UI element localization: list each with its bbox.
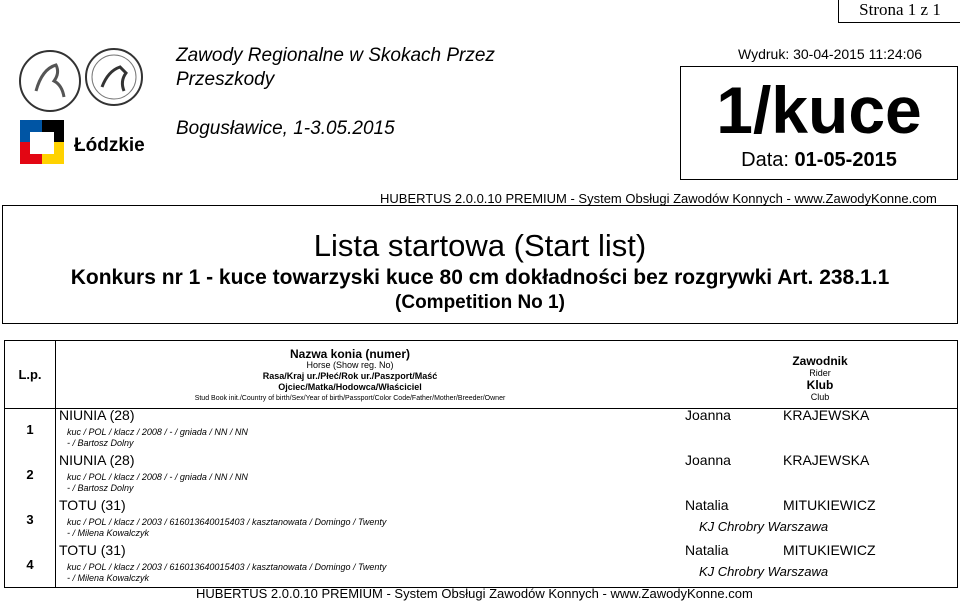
table-row	[5, 542, 957, 587]
row-number: 2	[5, 452, 56, 497]
rider-club: KJ Chrobry Warszawa	[699, 519, 829, 534]
date-value: 01-05-2015	[794, 149, 897, 171]
row-number: 3	[5, 497, 56, 542]
region-logo	[16, 118, 156, 170]
horse-details: kuc / POL / klacz / 2008 / - / gniada / NN / NN	[67, 472, 248, 482]
system-line-top: HUBERTUS 2.0.0.10 PREMIUM - System Obsługi Zawodów Konnych - www.ZawodyKonne.com	[380, 191, 937, 206]
table-row	[5, 497, 957, 542]
table-row	[5, 452, 957, 497]
horse-owner: - / Milena Kowalczyk	[67, 573, 150, 583]
svg-text:Łódzkie: Łódzkie	[74, 135, 145, 156]
title-box	[2, 205, 958, 324]
header-rider	[695, 355, 945, 403]
horse-owner: - / Bartosz Dolny	[67, 438, 134, 448]
event-place-date: Bogusławice, 1-3.05.2015	[176, 118, 395, 139]
header-rider-title: Zawodnik	[792, 354, 848, 368]
list-title: Lista startowa (Start list)	[313, 228, 647, 263]
rider-club: KJ Chrobry Warszawa	[699, 564, 829, 579]
header-horse-title: Nazwa konia (numer)	[289, 347, 411, 361]
header-club-en: Club	[810, 392, 830, 402]
page-number: Strona 1 z 1	[838, 0, 960, 23]
horse-details: kuc / POL / klacz / 2003 / 616013640015403 / kasztanowata / Domingo / Twenty	[67, 517, 387, 527]
rider-first-name: Joanna	[685, 407, 731, 423]
header-rider-en: Rider	[809, 368, 831, 378]
rider-last-name: KRAJEWSKA	[783, 452, 870, 468]
event-logo	[16, 47, 156, 115]
printed-timestamp: Wydruk: 30-04-2015 11:24:06	[738, 46, 923, 62]
table-row	[5, 407, 957, 452]
header-horse-en: Horse (Show reg. No)	[306, 360, 394, 370]
competition-number: (Competition No 1)	[395, 292, 565, 313]
row-number: 1	[5, 407, 56, 452]
horse-name: TOTU (31)	[59, 497, 126, 513]
class-name: 1/kuce	[716, 73, 922, 147]
row-number: 4	[5, 542, 56, 587]
rider-last-name: KRAJEWSKA	[783, 407, 870, 423]
header-club-title: Klub	[806, 378, 834, 392]
header-horse	[55, 349, 645, 404]
rider-first-name: Natalia	[685, 542, 729, 558]
rider-last-name: MITUKIEWICZ	[783, 542, 876, 558]
horse-owner: - / Bartosz Dolny	[67, 483, 134, 493]
competition-title: Konkurs nr 1 - kuce towarzyski kuce 80 cm dokładności bez rozgrywki Art. 238.1.1	[70, 266, 890, 289]
horse-name: TOTU (31)	[59, 542, 126, 558]
header-horse-line4: Stud Book init./Country of birth/Sex/Year of birth/Passport/Color Code/Father/Mother/Breeder/Owner	[194, 395, 506, 402]
horse-owner: - / Milena Kowalczyk	[67, 528, 150, 538]
system-line-bottom: HUBERTUS 2.0.0.10 PREMIUM - System Obsługi Zawodów Konnych - www.ZawodyKonne.com	[196, 586, 753, 601]
class-box	[680, 66, 958, 180]
horse-details: kuc / POL / klacz / 2008 / - / gniada / NN / NN	[67, 427, 248, 437]
event-title: Zawody Regionalne w Skokach Przez Przeszkody	[176, 45, 495, 90]
header-lp: L.p.	[5, 341, 56, 408]
table-header	[4, 340, 958, 409]
class-date	[681, 149, 957, 172]
start-list-rows	[4, 407, 958, 588]
header-horse-line3: Ojciec/Matka/Hodowca/Właściciel	[278, 382, 422, 392]
header-horse-line2: Rasa/Kraj ur./Płeć/Rok ur./Paszport/Maść	[262, 371, 438, 381]
rider-first-name: Natalia	[685, 497, 729, 513]
date-label: Data:	[741, 149, 789, 171]
horse-name: NIUNIA (28)	[59, 407, 135, 423]
horse-details: kuc / POL / klacz / 2003 / 616013640015403 / kasztanowata / Domingo / Twenty	[67, 562, 387, 572]
horse-name: NIUNIA (28)	[59, 452, 135, 468]
rider-first-name: Joanna	[685, 452, 731, 468]
rider-last-name: MITUKIEWICZ	[783, 497, 876, 513]
